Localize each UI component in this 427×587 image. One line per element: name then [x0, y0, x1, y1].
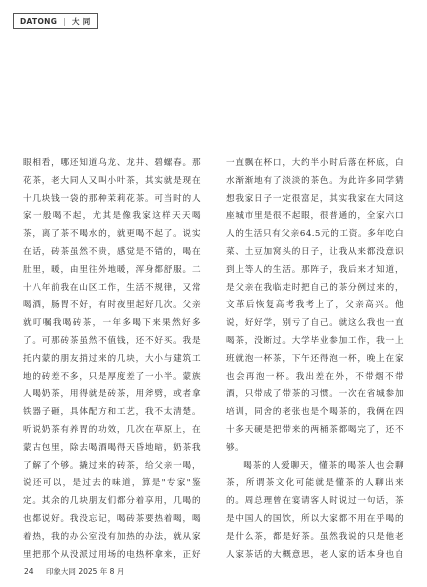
header-separator: |: [63, 16, 67, 26]
section-header: [13, 13, 98, 29]
article-right-column: [226, 155, 404, 560]
section-name: 大 同: [72, 16, 91, 26]
article-paragraph: 眼相看，哪还知道乌龙、龙井、碧螺春。那花茶，老大同人又叫小叶茶，其实就是现在十几块钱一袋的那种茉莉花茶。可当时的人家一般喝不起，尤其是像我家这样天天喝茶，离了茶不喝水的，就更喝不起了。说实在话，砖茶虽然不贵，感觉是不错的，喝在肚里，暖，由里往外地暖，浑身都舒服。二十八年前我在山区工作，生活不规律，又常喝酒，肠胃不好，有时夜里起好几次。父亲就叮嘱我喝砖茶，一年多喝下来果然好多了。可那砖茶虽然不值钱，还不好买。我是托内蒙的朋友捎过来的几块，大小与建筑工地的砖差不多，只是厚度差了一小半。蒙族人喝奶茶，用得就是砖茶，用斧劈，或者拿铁器子砸，具体配方和工艺，我不太清楚。听说奶茶有养胃的功效，几次在草原上，在蒙古包里，除去喝酒喝得天昏地暗，奶茶我了解了个够。撬过来的砖茶，给父亲一喝，说还可以，是过去的味道，算是"专家"鉴定。其余的几块朋友们都分着享用，几喝的也都说好。我没忘记，喝砖茶要热着喝，喝着热，我的办公室没有加热的办法，就从家里把那个从没派过用场的电热杯拿来，正好: [23, 158, 201, 560]
article-paragraph: 一直飘在杯口，大约半小时后落在杯底，白水渐渐地有了淡淡的茶色。为此许多同学猜想我家日子一定很富足，其实我家在大同这座城市里是很不起眼，很普通的，全家六口人的生活只有父亲64.5元的工资。多年吃白菜、土豆加窝头的日子，让我从来都没意识到上等人的生活。那阵子，我后来才知道，是父亲在我临走时把自己的茶分例过来的，文革后恢复高考我考上了，父亲高兴。他说，好好学，别亏了自己。就这么我也一直喝茶，没断过。大学毕业参加工作，我一上班就泡一杯茶，下午还得泡一杯，晚上在家也会再泡一杯。我出差在外，不带烟不带酒，只带成了带茶的习惯。一次在省城参加培训，同舍的老张也是个喝茶的，我俩在四十多天硬是把带来的两桶茶都喝完了，还不够。: [226, 158, 404, 453]
section-code: DATONG: [20, 16, 58, 26]
page-number: 24: [24, 567, 34, 576]
article-left-column: [23, 155, 201, 560]
article-paragraph: 喝茶的人爱聊天，懂茶的喝茶人也会聊茶，所谓茶文化可能就是懂茶的人聊出来的。周总理曾在宴请客人时说过一句话，茶是中国人的国饮，所以大家都不用在乎喝的是什么茶，都是好茶。虽然我说的只是他老人家茶话的大概意思，老人家的话本身也自: [226, 460, 404, 560]
publication-name: 印象大同 2025 年 8 月: [45, 567, 125, 576]
page-footer: [24, 566, 124, 577]
article-body: [23, 155, 404, 560]
